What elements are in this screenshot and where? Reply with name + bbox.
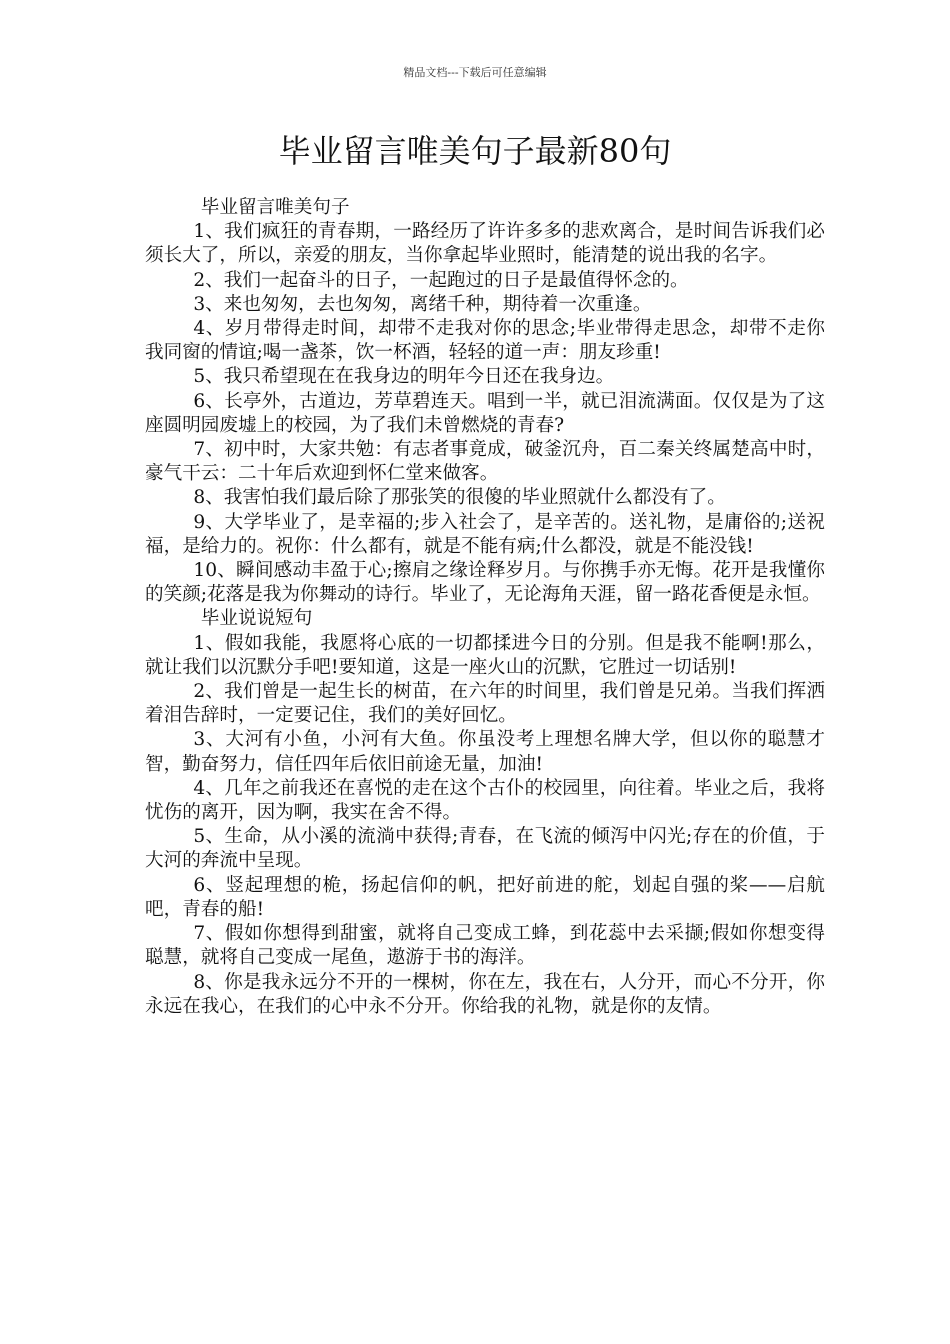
- paragraph: 1、假如我能，我愿将心底的一切都揉进今日的分别。但是我不能啊!那么，就让我们以沉默分手吧!要知道，这是一座火山的沉默，它胜过一切话别!: [145, 632, 825, 678]
- paragraph: 3、大河有小鱼，小河有大鱼。你虽没考上理想名牌大学，但以你的聪慧才智，勤奋努力，信任四年后依旧前途无量，加油!: [145, 729, 825, 775]
- document-body: [145, 196, 825, 1019]
- paragraph: 6、竖起理想的桅，扬起信仰的帆，把好前进的舵，划起自强的桨——启航吧，青春的船!: [145, 874, 825, 920]
- paragraph: 7、假如你想得到甜蜜，就将自己变成工蜂，到花蕊中去采撷;假如你想变得聪慧，就将自己变成一尾鱼，遨游于书的海洋。: [145, 923, 825, 969]
- section-heading: 毕业说说短句: [200, 608, 313, 630]
- paragraph: 4、岁月带得走时间，却带不走我对你的思念;毕业带得走思念，却带不走你我同窗的情谊;喝一盏茶，饮一杯酒，轻轻的道一声：朋友珍重!: [145, 318, 825, 364]
- paragraph: 8、我害怕我们最后除了那张笑的很傻的毕业照就什么都没有了。: [193, 487, 726, 509]
- paragraph: 4、几年之前我还在喜悦的走在这个古仆的校园里，向往着。毕业之后，我将忧伤的离开，因为啊，我实在舍不得。: [145, 777, 825, 824]
- paragraph: 2、我们一起奋斗的日子，一起跑过的日子是最值得怀念的。: [193, 269, 689, 291]
- paragraph: 1、我们疯狂的青春期，一路经历了许许多多的悲欢离合，是时间告诉我们必须长大了，所以，亲爱的朋友，当你拿起毕业照时，能清楚的说出我的名字。: [145, 221, 825, 267]
- paragraph: 8、你是我永远分不开的一棵树，你在左，我在右，人分开，而心不分开，你永远在我心，在我们的心中永不分开。你给我的礼物，就是你的友情。: [145, 971, 825, 1017]
- paragraph: 5、生命，从小溪的流淌中获得;青春，在飞流的倾泻中闪光;存在的价值，于大河的奔流中呈现。: [145, 826, 825, 872]
- document-title: 毕业留言唯美句子最新80句: [278, 132, 672, 170]
- paragraph: 3、来也匆匆，去也匆匆，离绪千种，期待着一次重逢。: [193, 293, 652, 315]
- page-header: 精品文档---下载后可任意编辑: [403, 66, 547, 79]
- paragraph: 9、大学毕业了，是幸福的;步入社会了，是辛苦的。送礼物，是庸俗的;送祝福，是给力的。祝你：什么都有，就是不能有病;什么都没，就是不能没钱!: [145, 511, 825, 557]
- section-heading: 毕业留言唯美句子: [200, 197, 350, 218]
- paragraph: 5、我只希望现在在我身边的明年今日还在我身边。: [193, 366, 615, 388]
- paragraph: 6、长亭外，古道边，芳草碧连天。唱到一半，就已泪流满面。仅仅是为了这座圆明园废墟上的校园，为了我们未曾燃烧的青春?: [145, 390, 825, 436]
- paragraph: 7、初中时，大家共勉：有志者事竟成，破釜沉舟，百二秦关终属楚高中时，豪气干云：二十年后欢迎到怀仁堂来做客。: [145, 439, 825, 485]
- paragraph: 10、瞬间感动丰盈于心;擦肩之缘诠释岁月。与你携手亦无悔。花开是我懂你的笑颜;花落是我为你舞动的诗行。毕业了，无论海角天涯，留一路花香便是永恒。: [145, 560, 825, 606]
- paragraph: 2、我们曾是一起生长的树苗，在六年的时间里，我们曾是兄弟。当我们挥洒着泪告辞时，一定要记住，我们的美好回忆。: [145, 681, 825, 727]
